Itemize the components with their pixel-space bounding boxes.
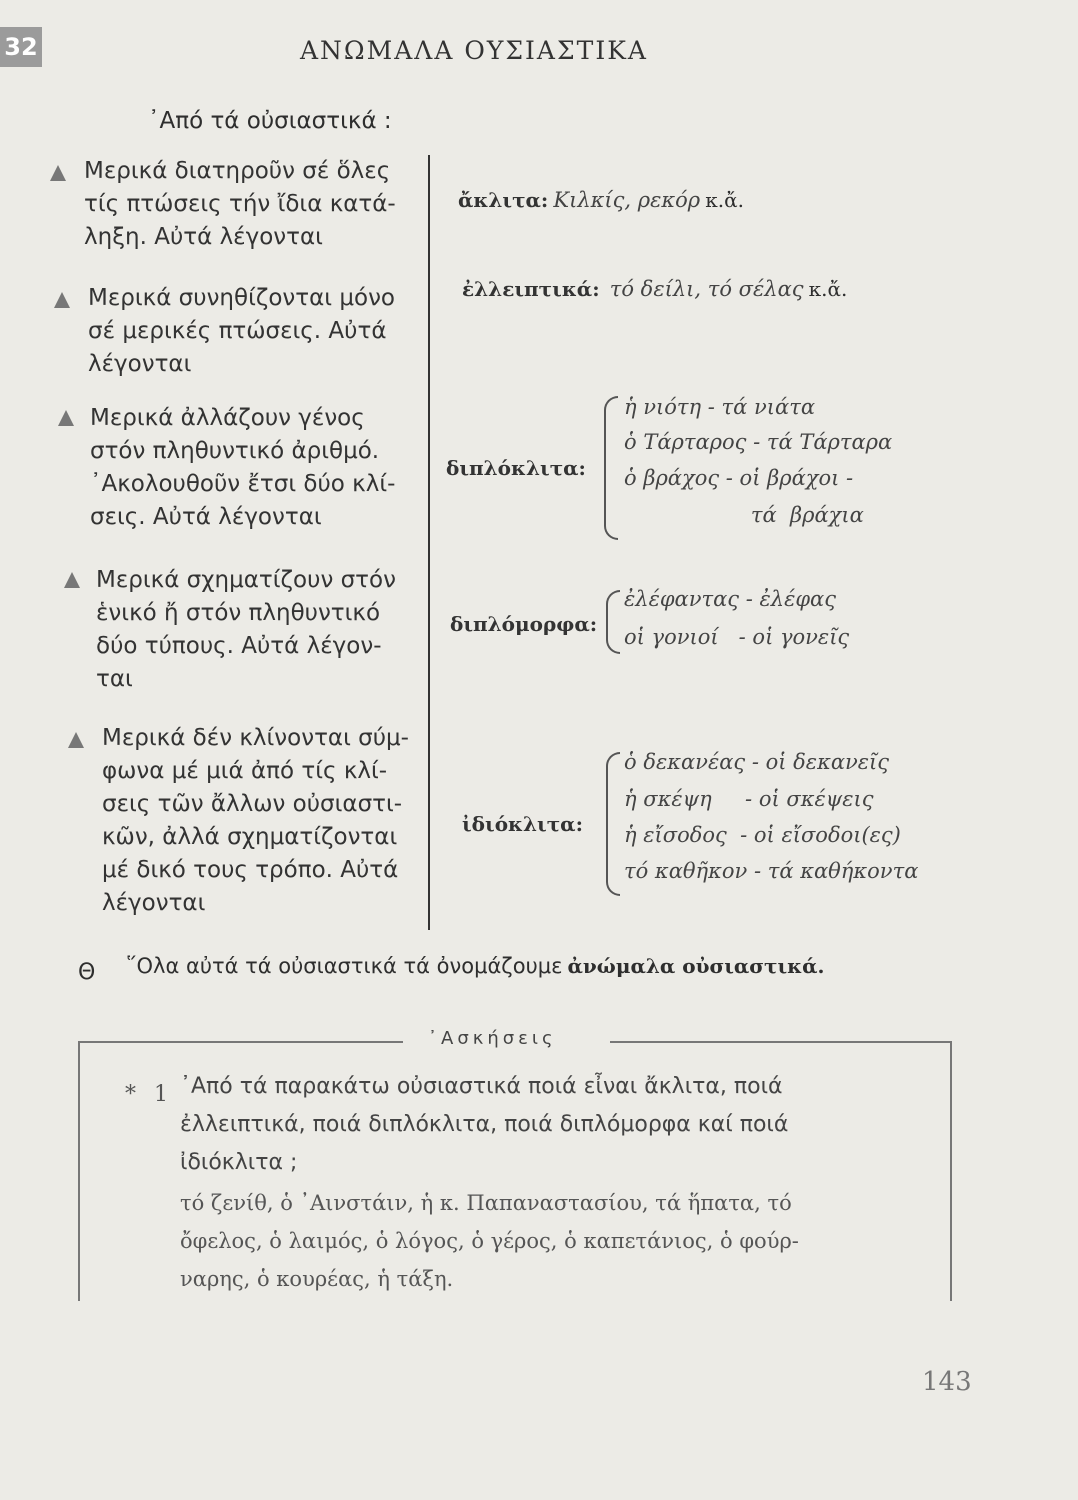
item-1-definition bbox=[458, 188, 744, 212]
triangle-bullet-icon bbox=[58, 410, 74, 426]
triangle-bullet-icon bbox=[54, 292, 70, 308]
etc-label: κ.ἄ. bbox=[808, 277, 848, 301]
box-border bbox=[78, 1041, 80, 1301]
box-border bbox=[78, 1041, 403, 1043]
item-2-text: Μερικά συνηθίζονται μόνο σέ μερικές πτώσεις. Αὐτά λέγονται bbox=[88, 285, 396, 377]
example-line: ἡ νιότη - τά νιάτα bbox=[624, 395, 815, 419]
brace bbox=[606, 590, 620, 654]
example-line: Κιλκίς, ρεκόρ bbox=[553, 188, 701, 212]
brace bbox=[606, 752, 620, 896]
example-line: οἱ γονιοί - οἱ γονεῖς bbox=[624, 625, 850, 649]
box-border bbox=[950, 1041, 952, 1301]
star-marker: * bbox=[125, 1082, 136, 1107]
summary-line bbox=[126, 954, 825, 978]
etc-label: κ.ἄ. bbox=[705, 188, 744, 212]
brace bbox=[604, 396, 618, 540]
example-line: τό καθῆκον - τά καθήκοντα bbox=[624, 859, 919, 883]
example-line: ἡ σκέψη - οἱ σκέψεις bbox=[624, 787, 874, 811]
example-line: ὁ δεκανέας - οἱ δεκανεῖς bbox=[624, 750, 890, 774]
item-3-text: Μερικά ἀλλάζουν γένος στόν πληθυντικό ἀριθμό. ᾿Ακολουθοῦν ἔτσι δύο κλί- σεις. Αὐτά λέγονται bbox=[90, 405, 396, 530]
term-idioklita: ἰδιόκλιτα: bbox=[462, 812, 583, 836]
box-border bbox=[610, 1041, 950, 1043]
example-line: ὁ βράχος - οἱ βράχοι - bbox=[624, 466, 854, 490]
item-2-definition bbox=[462, 277, 847, 301]
page-number: 143 bbox=[922, 1367, 972, 1397]
example-line: ἐλέφαντας - ἐλέφας bbox=[624, 587, 836, 611]
exercise-word-list: τό ζενίθ, ὁ ᾿Αινστάιν, ἡ κ. Παπαναστασίου, τά ἥπατα, τό ὄφελος, ὁ λαιμός, ὁ λόγος, ὁ γέρος, ὁ καπετάνιος, ὁ φούρ- ναρης, ὁ κουρέας, ἡ τάξη. bbox=[180, 1191, 799, 1291]
term-diplokilta: διπλόκλιτα: bbox=[446, 456, 586, 480]
example-line: τά βράχια bbox=[624, 503, 864, 527]
triangle-bullet-icon bbox=[50, 165, 66, 181]
summary-text: ῞Ολα αὐτά τά οὐσιαστικά τά ὀνομάζουμε bbox=[126, 954, 563, 978]
term-aklita: ἄκλιτα: bbox=[458, 188, 549, 212]
summary-bold: ἀνώμαλα οὐσιαστικά. bbox=[567, 954, 825, 978]
theta-symbol: Θ bbox=[78, 960, 96, 985]
exercises-title: ᾿Ασκήσεις bbox=[428, 1028, 557, 1049]
item-4-text: Μερικά σχηματίζουν στόν ἑνικό ἤ στόν πληθυντικό δύο τύπους. Αὐτά λέγον- ται bbox=[96, 567, 396, 692]
triangle-bullet-icon bbox=[64, 572, 80, 588]
intro-text: ᾿Από τά οὐσιαστικά : bbox=[148, 108, 392, 134]
page-tab: 32 bbox=[0, 27, 42, 67]
exercise-question: ᾿Από τά παρακάτω οὐσιαστικά ποιά εἶναι ἄκλιτα, ποιά ἐλλειπτικά, ποιά διπλόκλιτα, ποιά διπλόμορφα καί ποιά ἰδιόκλιτα ; bbox=[180, 1074, 789, 1175]
example-line: ὁ Τάρταρος - τά Τάρταρα bbox=[624, 430, 893, 454]
item-1-text: Μερικά διατηροῦν σέ ὅλες τίς πτώσεις τήν ἴδια κατά- ληξη. Αὐτά λέγονται bbox=[84, 158, 396, 250]
example-line: τό δείλι, τό σέλας bbox=[609, 277, 804, 301]
example-line: ἡ εἴσοδος - οἱ εἴσοδοι(ες) bbox=[624, 823, 901, 847]
page-title: ΑΝΩΜΑΛΑ ΟΥΣΙΑΣΤΙΚΑ bbox=[300, 36, 648, 65]
term-elleiptika: ἐλλειπτικά: bbox=[462, 277, 600, 301]
term-diplomorfa: διπλόμορφα: bbox=[450, 612, 598, 636]
item-5-text: Μερικά δέν κλίνονται σύμ- φωνα μέ μιά ἀπό τίς κλί- σεις τῶν ἄλλων οὐσιαστι- κῶν, ἀλλά σχηματίζονται μέ δικό τους τρόπο. Αὐτά λέγονται bbox=[102, 725, 409, 916]
triangle-bullet-icon bbox=[68, 732, 84, 748]
exercise-number: 1 bbox=[154, 1082, 168, 1107]
